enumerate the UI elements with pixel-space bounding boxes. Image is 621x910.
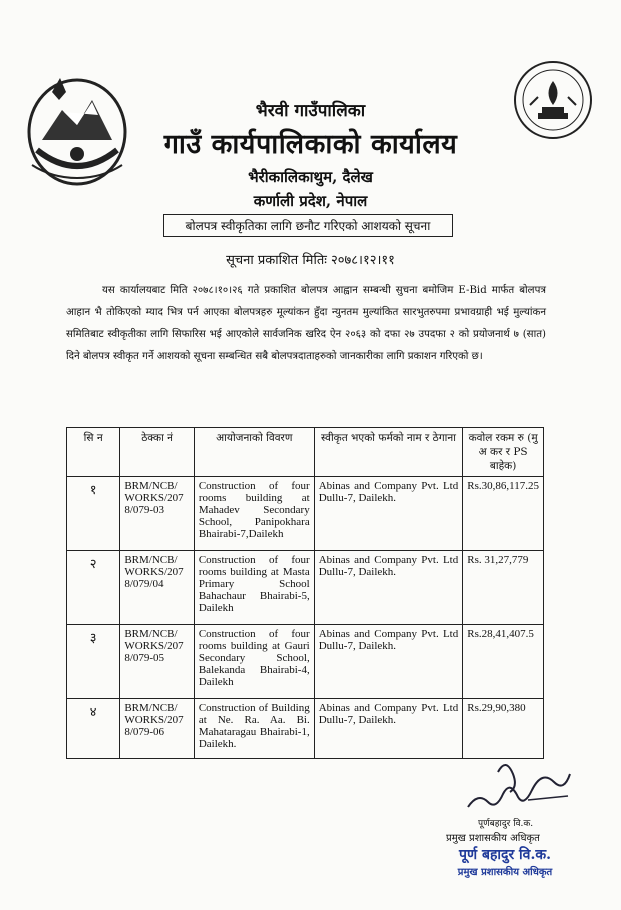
stamp-name: पूर्ण बहादुर वि.क.	[459, 847, 551, 863]
cell-contract: BRM/NCB/ WORKS/207 8/079-05	[120, 625, 195, 699]
cell-firm: Abinas and Company Pvt. Ltd Dullu-7, Dailekh.	[314, 477, 463, 551]
published-date: सूचना प्रकाशित मितिः २०७८।१२।११	[226, 253, 395, 268]
cell-description: Construction of four rooms building at Gauri Secondary School, Balekanda Bhairabi-4, Dailekh	[194, 625, 314, 699]
office-address: भैरीकालिकाथुम, दैलेख	[248, 168, 373, 186]
table-row	[67, 477, 544, 551]
cell-firm: Abinas and Company Pvt. Ltd Dullu-7, Dailekh.	[314, 551, 463, 625]
official-stamp	[430, 845, 580, 878]
table-row	[67, 625, 544, 699]
cell-sn: १	[67, 477, 120, 551]
cell-firm: Abinas and Company Pvt. Ltd Dullu-7, Dailekh.	[314, 625, 463, 699]
cell-description: Construction of four rooms building at Masta Primary School Bahachaur Bhairabi-5, Dailekh	[194, 551, 314, 625]
cell-description: Construction of four rooms building at Mahadev Secondary School, Panipokhara Bhairabi-7,Dailekh	[194, 477, 314, 551]
cell-amount: Rs.28,41,407.5	[463, 625, 544, 699]
signer-title: प्रमुख प्रशासकीय अधिकृत	[446, 833, 540, 844]
signer-name: पूर्णबहादुर वि.क.	[478, 819, 534, 829]
header-description: आयोजनाको विवरण	[194, 428, 314, 477]
cell-amount: Rs. 31,27,779	[463, 551, 544, 625]
notice-subject: बोलपत्र स्वीकृतिका लागि छनौट गरिएको आशयको सूचना	[163, 214, 453, 237]
cell-contract: BRM/NCB/ WORKS/207 8/079/04	[120, 551, 195, 625]
handwritten-signature-icon	[458, 752, 576, 822]
cell-description: Construction of Building at Ne. Ra. Aa. Bi. Mahataragau Bhairabi-1, Dailekh.	[194, 699, 314, 759]
table-header-row	[67, 428, 544, 477]
cell-contract: BRM/NCB/ WORKS/207 8/079-03	[120, 477, 195, 551]
stamp-title: प्रमुख प्रशासकीय अधिकृत	[457, 867, 553, 878]
municipality-name: भैरवी गाउँपालिका	[255, 101, 366, 121]
cell-sn: २	[67, 551, 120, 625]
cell-contract: BRM/NCB/ WORKS/207 8/079-06	[120, 699, 195, 759]
bid-table	[66, 427, 544, 759]
cell-sn: ३	[67, 625, 120, 699]
header-firm: स्वीकृत भएको फर्मको नाम र ठेगाना	[314, 428, 463, 477]
notice-body: यस कार्यालयबाट मिति २०७८।१०।२६ गते प्रकाशित बोलपत्र आह्वान सम्बन्धी सुचना बमोजिम E-Bid मार्फत बोलपत्र आहान भै तोकिएको म्याद भित्र पर्न आएका बोलपत्रहरु मूल्यांकन हुँदा न्युनतम मुल्यांकित सारभुतरुपमा प्रभावग्राही भई मुल्यांकन समितिबाट स्वीकृतीका लागि सिफारिस भई आएकोले सार्वजनिक खरिद ऐन २०६३ को दफा २७ उपदफा २ को प्रयोजनार्थ ७ (सात) दिने बोलपत्र स्वीकृत गर्ने आशयको सूचना सम्बन्धित सबै बोलपत्रदाताहरुको जानकारीका लागि प्रकाशन गरिएको छ।	[66, 285, 546, 362]
header-amount: कवोल रकम रु (मु अ कर र PS बाहेक)	[463, 428, 544, 477]
cell-amount: Rs.30,86,117.25	[463, 477, 544, 551]
table-row	[67, 551, 544, 625]
province-name: कर्णाली प्रदेश, नेपाल	[253, 192, 368, 210]
header-contract: ठेक्का नं	[120, 428, 195, 477]
header-sn: सि न	[67, 428, 120, 477]
cell-sn: ४	[67, 699, 120, 759]
table-row	[67, 699, 544, 759]
cell-amount: Rs.29,90,380	[463, 699, 544, 759]
office-name: गाउँ कार्यपालिकाको कार्यालय	[163, 129, 458, 160]
cell-firm: Abinas and Company Pvt. Ltd Dullu-7, Dailekh.	[314, 699, 463, 759]
